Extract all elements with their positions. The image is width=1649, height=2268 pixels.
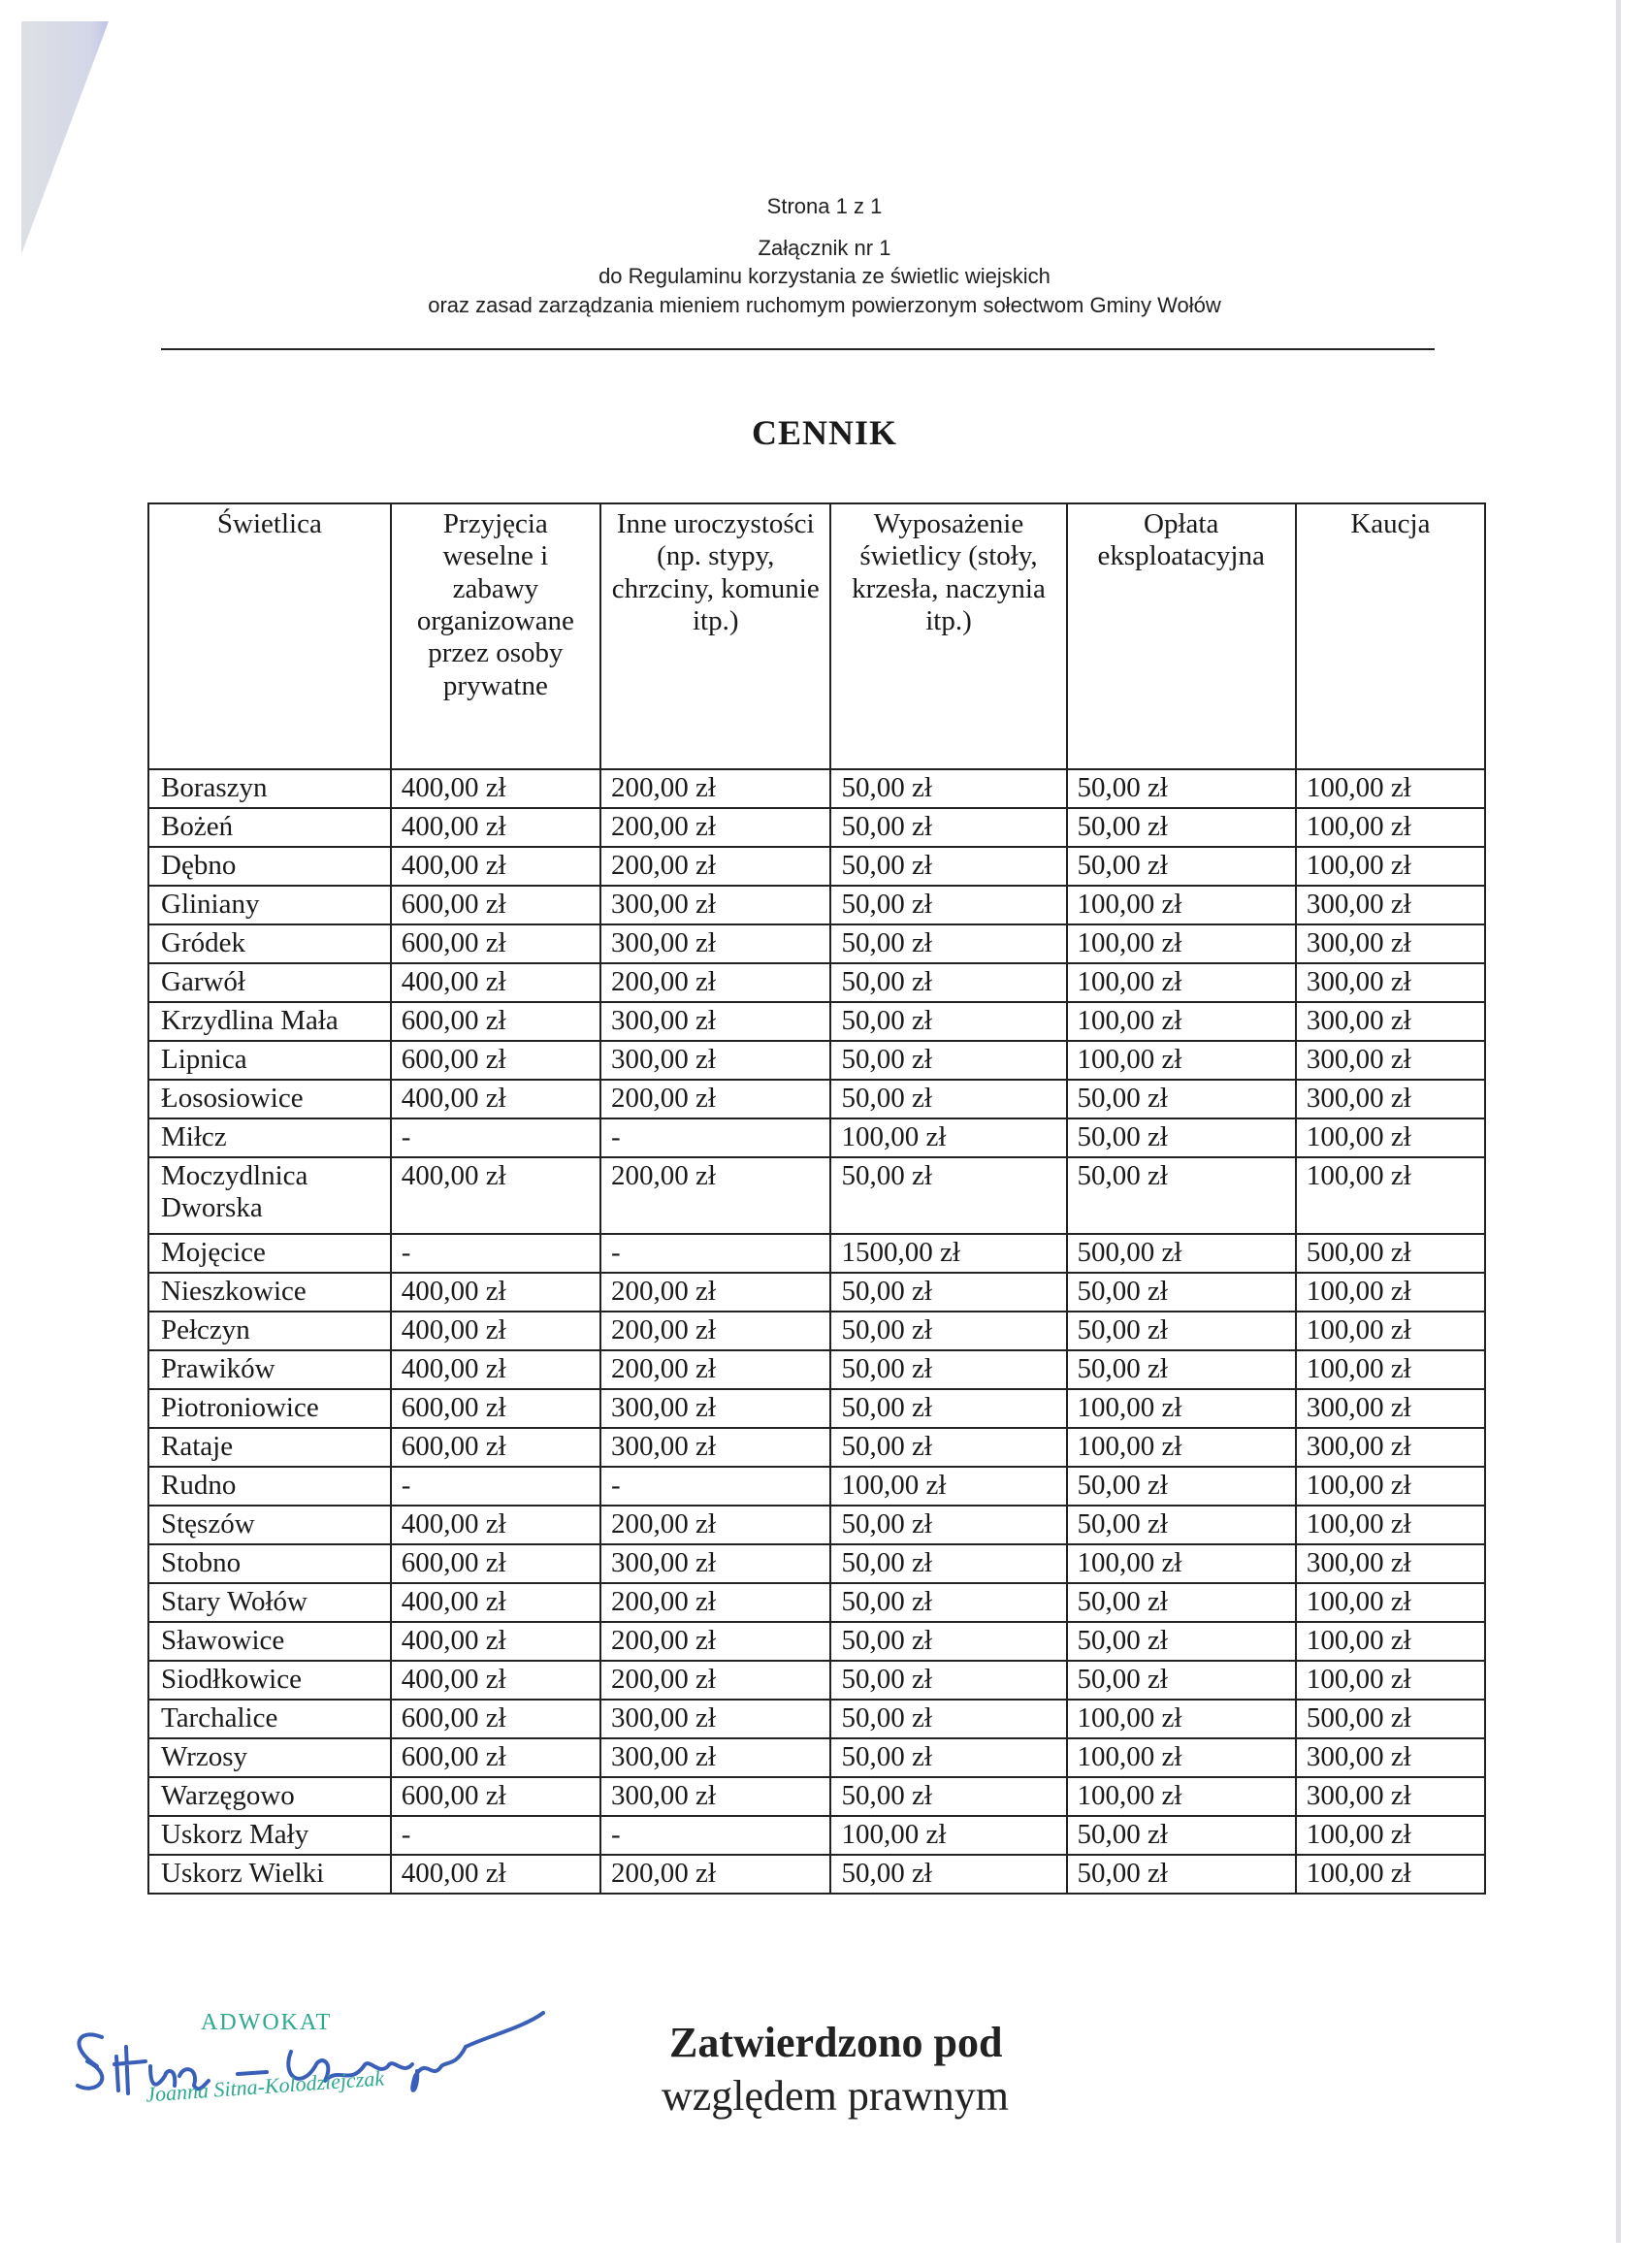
price-cell: 200,00 zł bbox=[600, 1080, 830, 1118]
table-row bbox=[148, 1350, 1485, 1389]
price-cell: 400,00 zł bbox=[391, 1157, 600, 1234]
village-name-cell: Krzydlina Mała bbox=[148, 1002, 391, 1041]
price-cell: 100,00 zł bbox=[1296, 1467, 1485, 1506]
village-name-cell: Mojęcice bbox=[148, 1234, 391, 1273]
village-name-cell: Nieszkowice bbox=[148, 1273, 391, 1312]
price-cell: 100,00 zł bbox=[1296, 1350, 1485, 1389]
price-cell: 100,00 zł bbox=[1067, 1738, 1296, 1777]
village-name-cell: Pełczyn bbox=[148, 1312, 391, 1350]
table-row bbox=[148, 1661, 1485, 1700]
table-row bbox=[148, 1738, 1485, 1777]
price-cell: 100,00 zł bbox=[1296, 1157, 1485, 1234]
table-row bbox=[148, 1312, 1485, 1350]
column-header-swietlica: Świetlica bbox=[148, 503, 391, 769]
village-name-cell: Lipnica bbox=[148, 1041, 391, 1080]
village-name-cell: Moczydlnica Dworska bbox=[148, 1157, 391, 1234]
village-name-cell: Sławowice bbox=[148, 1622, 391, 1661]
price-cell: 50,00 zł bbox=[830, 886, 1066, 924]
village-name-cell: Prawików bbox=[148, 1350, 391, 1389]
price-cell: - bbox=[391, 1467, 600, 1506]
approval-line-2: względem prawnym bbox=[662, 2072, 1009, 2120]
column-header-kaucja: Kaucja bbox=[1296, 503, 1485, 769]
price-cell: 200,00 zł bbox=[600, 1583, 830, 1622]
price-cell: 300,00 zł bbox=[1296, 963, 1485, 1002]
price-cell: 600,00 zł bbox=[391, 1700, 600, 1738]
price-cell: 100,00 zł bbox=[1067, 1700, 1296, 1738]
price-cell: 400,00 zł bbox=[391, 1583, 600, 1622]
table-row bbox=[148, 1118, 1485, 1157]
table-row bbox=[148, 1041, 1485, 1080]
price-cell: 300,00 zł bbox=[600, 1544, 830, 1583]
approval-line-1: Zatwierdzono pod bbox=[669, 2019, 1003, 2066]
price-cell: 50,00 zł bbox=[1067, 1157, 1296, 1234]
price-cell: 100,00 zł bbox=[1296, 1855, 1485, 1894]
price-cell: 50,00 zł bbox=[1067, 1312, 1296, 1350]
price-cell: 100,00 zł bbox=[1296, 1118, 1485, 1157]
price-cell: 600,00 zł bbox=[391, 1738, 600, 1777]
page-number: Strona 1 z 1 bbox=[766, 194, 883, 218]
price-cell: 100,00 zł bbox=[830, 1467, 1066, 1506]
table-row bbox=[148, 1816, 1485, 1855]
village-name-cell: Gródek bbox=[148, 924, 391, 963]
price-cell: 100,00 zł bbox=[1296, 1622, 1485, 1661]
price-cell: 400,00 zł bbox=[391, 1622, 600, 1661]
column-header-oplata: Opłata eksploatacyjna bbox=[1067, 503, 1296, 769]
document-title: CENNIK bbox=[751, 413, 898, 452]
price-cell: 100,00 zł bbox=[830, 1118, 1066, 1157]
village-name-cell: Tarchalice bbox=[148, 1700, 391, 1738]
price-cell: 100,00 zł bbox=[1296, 808, 1485, 847]
price-cell: 50,00 zł bbox=[1067, 1118, 1296, 1157]
table-row bbox=[148, 1506, 1485, 1544]
price-cell: - bbox=[600, 1118, 830, 1157]
price-cell: 1500,00 zł bbox=[830, 1234, 1066, 1273]
price-cell: 500,00 zł bbox=[1296, 1700, 1485, 1738]
table-row bbox=[148, 1157, 1485, 1234]
price-cell: 50,00 zł bbox=[1067, 1816, 1296, 1855]
price-cell: 300,00 zł bbox=[600, 924, 830, 963]
price-cell: 50,00 zł bbox=[830, 1273, 1066, 1312]
table-row bbox=[148, 1467, 1485, 1506]
table-row bbox=[148, 1002, 1485, 1041]
price-cell: 50,00 zł bbox=[830, 1041, 1066, 1080]
price-cell: - bbox=[391, 1118, 600, 1157]
price-cell: 400,00 zł bbox=[391, 1855, 600, 1894]
price-cell: - bbox=[391, 1234, 600, 1273]
village-name-cell: Łososiowice bbox=[148, 1080, 391, 1118]
price-cell: 500,00 zł bbox=[1067, 1234, 1296, 1273]
price-cell: 400,00 zł bbox=[391, 808, 600, 847]
price-cell: 50,00 zł bbox=[1067, 1622, 1296, 1661]
village-name-cell: Gliniany bbox=[148, 886, 391, 924]
table-row bbox=[148, 847, 1485, 886]
price-cell: 200,00 zł bbox=[600, 963, 830, 1002]
price-cell: 300,00 zł bbox=[600, 1738, 830, 1777]
price-cell: 200,00 zł bbox=[600, 808, 830, 847]
table-row bbox=[148, 1544, 1485, 1583]
price-cell: - bbox=[600, 1816, 830, 1855]
village-name-cell: Boraszyn bbox=[148, 769, 391, 808]
price-cell: 200,00 zł bbox=[600, 1661, 830, 1700]
price-cell: 50,00 zł bbox=[1067, 1506, 1296, 1544]
price-cell: 50,00 zł bbox=[830, 1080, 1066, 1118]
price-cell: 100,00 zł bbox=[1296, 1312, 1485, 1350]
price-cell: 500,00 zł bbox=[1296, 1234, 1485, 1273]
header-divider bbox=[161, 348, 1435, 350]
price-cell: 100,00 zł bbox=[1067, 886, 1296, 924]
price-cell: 600,00 zł bbox=[391, 1389, 600, 1428]
price-cell: 400,00 zł bbox=[391, 847, 600, 886]
table-row bbox=[148, 1234, 1485, 1273]
village-name-cell: Wrzosy bbox=[148, 1738, 391, 1777]
price-cell: 600,00 zł bbox=[391, 924, 600, 963]
price-cell: 100,00 zł bbox=[1067, 1428, 1296, 1467]
price-cell: 50,00 zł bbox=[830, 1157, 1066, 1234]
price-cell: 300,00 zł bbox=[1296, 1041, 1485, 1080]
price-cell: 100,00 zł bbox=[1296, 1506, 1485, 1544]
price-cell: 100,00 zł bbox=[830, 1816, 1066, 1855]
column-header-inne: Inne uroczystości (np. stypy, chrzciny, komunie itp.) bbox=[600, 503, 830, 769]
attachment-description-line-2: oraz zasad zarządzania mieniem ruchomym powierzonym sołectwom Gminy Wołów bbox=[428, 293, 1221, 317]
price-cell: 400,00 zł bbox=[391, 1273, 600, 1312]
price-cell: 100,00 zł bbox=[1067, 963, 1296, 1002]
price-cell: - bbox=[391, 1816, 600, 1855]
price-cell: 400,00 zł bbox=[391, 1661, 600, 1700]
price-cell: 50,00 zł bbox=[1067, 1855, 1296, 1894]
price-cell: 50,00 zł bbox=[830, 1002, 1066, 1041]
price-cell: 100,00 zł bbox=[1067, 1389, 1296, 1428]
village-name-cell: Rataje bbox=[148, 1428, 391, 1467]
price-cell: 200,00 zł bbox=[600, 1273, 830, 1312]
stamp-title: ADWOKAT bbox=[201, 2010, 333, 2035]
table-row bbox=[148, 924, 1485, 963]
price-cell: 50,00 zł bbox=[830, 1855, 1066, 1894]
table-header-row bbox=[148, 503, 1485, 769]
village-name-cell: Bożeń bbox=[148, 808, 391, 847]
price-cell: 600,00 zł bbox=[391, 886, 600, 924]
price-cell: 300,00 zł bbox=[600, 1002, 830, 1041]
price-cell: 200,00 zł bbox=[600, 1157, 830, 1234]
price-cell: 300,00 zł bbox=[1296, 1777, 1485, 1816]
village-name-cell: Stary Wołów bbox=[148, 1583, 391, 1622]
price-cell: 50,00 zł bbox=[830, 1506, 1066, 1544]
price-cell: 50,00 zł bbox=[830, 1312, 1066, 1350]
price-cell: 300,00 zł bbox=[600, 886, 830, 924]
stamp-name: Joanna Sitna-Kolodziejczak bbox=[145, 2065, 385, 2107]
price-cell: 600,00 zł bbox=[391, 1428, 600, 1467]
table-row bbox=[148, 1622, 1485, 1661]
price-cell: 300,00 zł bbox=[600, 1700, 830, 1738]
price-cell: 200,00 zł bbox=[600, 1312, 830, 1350]
price-table bbox=[147, 502, 1486, 1895]
village-name-cell: Stobno bbox=[148, 1544, 391, 1583]
table-row bbox=[148, 1777, 1485, 1816]
price-cell: 100,00 zł bbox=[1296, 1661, 1485, 1700]
price-cell: 200,00 zł bbox=[600, 1350, 830, 1389]
table-row bbox=[148, 1700, 1485, 1738]
price-cell: 100,00 zł bbox=[1067, 924, 1296, 963]
table-row bbox=[148, 1080, 1485, 1118]
price-cell: 50,00 zł bbox=[1067, 1350, 1296, 1389]
price-cell: 300,00 zł bbox=[1296, 1389, 1485, 1428]
village-name-cell: Rudno bbox=[148, 1467, 391, 1506]
price-cell: 50,00 zł bbox=[830, 1389, 1066, 1428]
price-cell: 400,00 zł bbox=[391, 1312, 600, 1350]
price-cell: 50,00 zł bbox=[830, 1700, 1066, 1738]
price-cell: 50,00 zł bbox=[830, 1622, 1066, 1661]
price-cell: 50,00 zł bbox=[830, 808, 1066, 847]
price-cell: 50,00 zł bbox=[830, 1661, 1066, 1700]
column-header-przyjecia: Przyjęcia weselne i zabawy organizowane przez osoby prywatne bbox=[391, 503, 600, 769]
price-cell: 50,00 zł bbox=[830, 924, 1066, 963]
price-cell: 300,00 zł bbox=[1296, 924, 1485, 963]
price-cell: 300,00 zł bbox=[600, 1389, 830, 1428]
price-cell: 50,00 zł bbox=[1067, 847, 1296, 886]
price-cell: 300,00 zł bbox=[1296, 1080, 1485, 1118]
price-cell: 300,00 zł bbox=[600, 1777, 830, 1816]
village-name-cell: Piotroniowice bbox=[148, 1389, 391, 1428]
price-cell: 50,00 zł bbox=[1067, 1467, 1296, 1506]
table-row bbox=[148, 808, 1485, 847]
table-row bbox=[148, 1273, 1485, 1312]
price-cell: 300,00 zł bbox=[600, 1041, 830, 1080]
price-cell: 100,00 zł bbox=[1296, 847, 1485, 886]
price-cell: 50,00 zł bbox=[830, 769, 1066, 808]
price-cell: 100,00 zł bbox=[1296, 1816, 1485, 1855]
village-name-cell: Uskorz Wielki bbox=[148, 1855, 391, 1894]
column-header-wyposazenie: Wyposażenie świetlicy (stoły, krzesła, naczynia itp.) bbox=[830, 503, 1066, 769]
price-cell: 100,00 zł bbox=[1067, 1544, 1296, 1583]
scan-edge-shadow bbox=[21, 21, 109, 254]
price-cell: - bbox=[600, 1234, 830, 1273]
price-cell: 600,00 zł bbox=[391, 1041, 600, 1080]
attachment-description-line-1: do Regulaminu korzystania ze świetlic wiejskich bbox=[598, 264, 1051, 288]
price-cell: 50,00 zł bbox=[1067, 1080, 1296, 1118]
price-cell: 300,00 zł bbox=[1296, 1738, 1485, 1777]
price-cell: 50,00 zł bbox=[830, 1350, 1066, 1389]
price-cell: - bbox=[600, 1467, 830, 1506]
price-cell: 50,00 zł bbox=[830, 963, 1066, 1002]
village-name-cell: Warzęgowo bbox=[148, 1777, 391, 1816]
table-row bbox=[148, 1855, 1485, 1894]
price-cell: 600,00 zł bbox=[391, 1002, 600, 1041]
price-cell: 300,00 zł bbox=[1296, 1002, 1485, 1041]
price-cell: 50,00 zł bbox=[1067, 1273, 1296, 1312]
price-cell: 400,00 zł bbox=[391, 1506, 600, 1544]
village-name-cell: Garwół bbox=[148, 963, 391, 1002]
scan-right-edge bbox=[1616, 0, 1621, 2243]
village-name-cell: Miłcz bbox=[148, 1118, 391, 1157]
price-cell: 100,00 zł bbox=[1067, 1041, 1296, 1080]
table-row bbox=[148, 886, 1485, 924]
village-name-cell: Stęszów bbox=[148, 1506, 391, 1544]
price-cell: 100,00 zł bbox=[1067, 1777, 1296, 1816]
price-cell: 600,00 zł bbox=[391, 1777, 600, 1816]
price-cell: 50,00 zł bbox=[1067, 808, 1296, 847]
price-cell: 200,00 zł bbox=[600, 1506, 830, 1544]
village-name-cell: Uskorz Mały bbox=[148, 1816, 391, 1855]
village-name-cell: Dębno bbox=[148, 847, 391, 886]
price-cell: 50,00 zł bbox=[830, 1777, 1066, 1816]
price-cell: 50,00 zł bbox=[830, 1583, 1066, 1622]
price-cell: 50,00 zł bbox=[1067, 1661, 1296, 1700]
price-cell: 600,00 zł bbox=[391, 1544, 600, 1583]
price-cell: 100,00 zł bbox=[1296, 1273, 1485, 1312]
table-row bbox=[148, 1428, 1485, 1467]
price-cell: 300,00 zł bbox=[1296, 886, 1485, 924]
price-cell: 100,00 zł bbox=[1296, 1583, 1485, 1622]
price-cell: 200,00 zł bbox=[600, 769, 830, 808]
price-cell: 400,00 zł bbox=[391, 769, 600, 808]
legal-approval-stamp bbox=[662, 2016, 1009, 2122]
price-cell: 100,00 zł bbox=[1067, 1002, 1296, 1041]
price-cell: 300,00 zł bbox=[600, 1428, 830, 1467]
price-cell: 300,00 zł bbox=[1296, 1544, 1485, 1583]
price-cell: 50,00 zł bbox=[1067, 1583, 1296, 1622]
price-cell: 300,00 zł bbox=[1296, 1428, 1485, 1467]
price-cell: 50,00 zł bbox=[830, 1428, 1066, 1467]
price-cell: 400,00 zł bbox=[391, 1350, 600, 1389]
price-cell: 400,00 zł bbox=[391, 963, 600, 1002]
price-cell: 200,00 zł bbox=[600, 1855, 830, 1894]
price-cell: 50,00 zł bbox=[830, 1738, 1066, 1777]
price-cell: 50,00 zł bbox=[830, 847, 1066, 886]
price-cell: 200,00 zł bbox=[600, 847, 830, 886]
price-cell: 50,00 zł bbox=[1067, 769, 1296, 808]
table-row bbox=[148, 963, 1485, 1002]
price-cell: 50,00 zł bbox=[830, 1544, 1066, 1583]
village-name-cell: Siodłkowice bbox=[148, 1661, 391, 1700]
table-row bbox=[148, 769, 1485, 808]
price-cell: 100,00 zł bbox=[1296, 769, 1485, 808]
price-cell: 400,00 zł bbox=[391, 1080, 600, 1118]
table-row bbox=[148, 1389, 1485, 1428]
attachment-number: Załącznik nr 1 bbox=[758, 236, 891, 260]
price-cell: 200,00 zł bbox=[600, 1622, 830, 1661]
table-row bbox=[148, 1583, 1485, 1622]
